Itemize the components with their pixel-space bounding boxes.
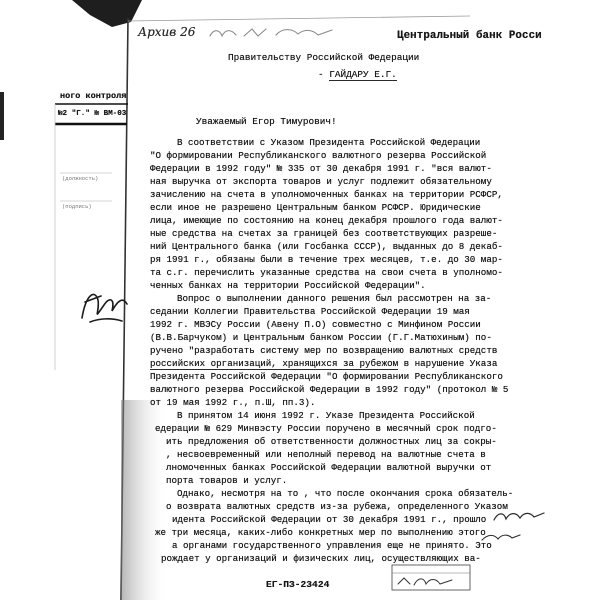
body-line: ные средства на счетах за границей без соответствующих разреше- [150,228,498,239]
side-form-title: ного контроля [60,91,127,101]
body-line: же три месяца, каких-либо конкретных мер по выполнению этого [155,527,486,538]
body-line: ить предложения об ответственности должностных лиц за сокры- [166,436,497,447]
body-line: лица, имеющие по состоянию на конец декабря прошлого года валют- [150,215,503,226]
body-line: Вопрос о выполнении данного решения был рассмотрен на за- [177,293,492,304]
stamp [392,565,470,590]
body-line [150,357,497,370]
scan-shadow-top [72,0,142,27]
body-line: ручено "разработать систему мер по возвращению валютных средств [150,345,498,356]
bank-header: Центральный банк Росси [397,30,542,42]
handwritten-note [494,513,544,520]
body-line: (В.В.Барчуком) и Центральным банком России (Г.Г.Матюхиным) по- [150,332,492,343]
body-line: идента Российской Федерации от 30 декабря 1991 г., прошло [172,514,487,525]
body-line: Федерации в 1992 году" № 335 от 30 декабря 1991 г. "вся валют- [150,163,492,174]
body-line: а органами государственного управления еще не принято. Это [172,540,492,551]
underlined-phrase: российских организаций, хранящихся за рубежом [150,358,399,369]
document-code: ЕГ-ПЗ-23424 [266,579,330,590]
body-line: порта товаров и услуг. [166,475,288,486]
addressee-name-line [318,68,397,81]
salutation: Уважаемый Егор Тимурович! [196,116,337,127]
body-line: лномоченных банках Российской Федерации валютной выручки от [166,462,492,473]
scan-edge-band [0,92,4,140]
body-line: ченных банках на территории Российской Федерации". [150,280,426,291]
body-line: ная выручка от экспорта товаров и услуг подлежит обязательному [150,176,492,187]
side-form-field-signature: (подпись) [62,203,92,210]
stamp-handwriting [398,578,452,585]
body-line: 1992 г. МВЭСу России (Авену П.О) совместно с Минфином России [150,319,481,330]
body-line: едерации № 629 Минвэсту России поручено в месячный срок подго- [155,423,497,434]
body-line: В принятом 14 июня 1992 г. Указе Президента Российской [177,410,475,421]
side-form-field-position: (должность) [62,175,99,182]
page-top-edge [128,16,470,21]
side-form-number: №2 "Г." № ВМ-03 [58,110,127,118]
addressee-name: ГАЙДАРУ Е.Г. [329,69,397,80]
body-line: Однако, несмотря на то , что после окончания срока обязатель- [177,488,514,499]
body-line: ря 1991 г., обязаны были в течение трех месяцев, т.е. до 30 мар- [150,254,503,265]
body-line: ний Центрального банка (или Госбанка СССР), выданных до 8 декаб- [150,241,503,252]
archive-note: Архив 26 [138,25,196,39]
body-line-rest: в нарушение Указа [398,358,498,369]
body-line: о возврата валютных средств из-за рубежа, определенного Указом [166,501,508,512]
body-line: седании Коллегии Правительства Российской Федерации 19 мая [150,306,470,317]
body-line: зачислению на счета в уполномоченных банках на территории РСФСР, [150,189,503,200]
body-line: та с.г. перечислить указанные средства на свои счета в уполномо- [150,267,503,278]
body-line: В соответствии с Указом Президента Российской Федерации [177,137,481,148]
body-line: валютного резерва Российской Федерации в 1992 году" (протокол № 5 [150,384,509,395]
body-line: от 19 мая 1992 г., п.Ш, пп.3). [150,397,316,408]
body-line: Президента Российской Федерации "О формировании Республиканского [150,371,503,382]
body-line: "О формировании Республиканского валютного резерва Российской [150,150,487,161]
body-line: рождает у организаций и физических лиц, осуществляющих ва- [161,553,481,564]
signature [82,294,127,322]
body-line: если иное не разрешено Центральным банком РСФСР. Юридические [150,202,481,213]
addressee-line: Правительству Российской Федерации [228,52,420,63]
body-line: , несвоевременный или неполный перевод на валютные счета в [166,449,486,460]
addressee-dash: - [318,69,330,80]
handwritten-registration-mark [210,29,332,36]
